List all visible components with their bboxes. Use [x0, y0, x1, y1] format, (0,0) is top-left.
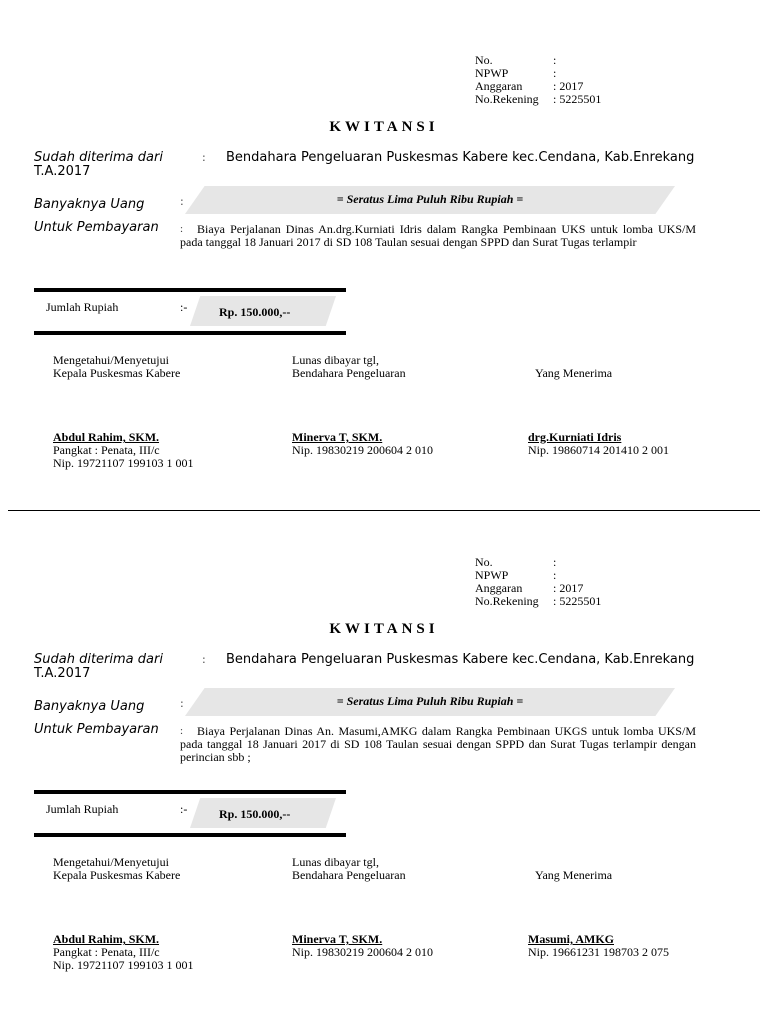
payment-colon: : — [180, 725, 184, 737]
receipt-meta — [475, 54, 601, 106]
total-top-rule — [34, 288, 346, 292]
anggaran-label: Anggaran — [475, 79, 523, 93]
rekening-label: No.Rekening — [475, 594, 539, 608]
no-value: : — [553, 53, 557, 67]
approver-signature — [53, 933, 194, 972]
npwp-label: NPWP — [475, 568, 509, 582]
received-from — [34, 151, 734, 179]
treasurer-line2: Bendahara Pengeluaran — [292, 366, 406, 380]
approver-line1: Mengetahui/Menyetujui — [53, 353, 169, 367]
npwp-value: : — [553, 568, 557, 582]
total-top-rule — [34, 790, 346, 794]
receipt-title: KWITANSI — [329, 119, 439, 135]
recipient-nip: Nip. 19860714 201410 2 001 — [528, 443, 669, 457]
amount-row — [34, 695, 184, 714]
rekening-label: No.Rekening — [475, 92, 539, 106]
received-label: Sudah diterima dari — [34, 150, 163, 165]
no-label: No. — [475, 53, 493, 67]
receipt-2 — [0, 502, 768, 992]
received-label: Sudah diterima dari — [34, 652, 163, 667]
received-colon: : — [202, 151, 206, 164]
total-colon: :- — [180, 300, 188, 314]
amount-row — [34, 193, 184, 212]
recipient-signature — [528, 431, 669, 457]
total-bottom-rule — [34, 331, 346, 335]
treasurer-name: Minerva T, SKM. — [292, 430, 383, 444]
rekening-value: : 5225501 — [553, 594, 602, 608]
treasurer-nip: Nip. 19830219 200604 2 010 — [292, 443, 433, 457]
treasurer-title — [292, 856, 406, 882]
recipient-line1: Yang Menerima — [535, 868, 613, 882]
anggaran-label: Anggaran — [475, 581, 523, 595]
approver-rank: Pangkat : Penata, III/c — [53, 945, 160, 959]
treasurer-line1: Lunas dibayar tgl, — [292, 855, 379, 869]
payment-description: Biaya Perjalanan Dinas An.drg.Kurniati Idris dalam Rangka Pembinaan UKS untuk lomba UKS/M pada tanggal 18 Januari 2017 di SD 108 Taulan sesuai dengan SPPD dan Surat Tugas terlampir — [180, 222, 696, 249]
receipt-meta — [475, 556, 601, 608]
approver-title — [53, 856, 180, 882]
approver-rank: Pangkat : Penata, III/c — [53, 443, 160, 457]
total-label: Jumlah Rupiah — [46, 802, 119, 816]
approver-nip: Nip. 19721107 199103 1 001 — [53, 456, 194, 470]
no-value: : — [553, 555, 557, 569]
approver-name: Abdul Rahim, SKM. — [53, 932, 160, 946]
treasurer-signature — [292, 431, 433, 457]
received-value: Bendahara Pengeluaran Puskesmas Kabere kec.Cendana, Kab.Enrekang T.A.2017 — [34, 150, 695, 179]
approver-nip: Nip. 19721107 199103 1 001 — [53, 958, 194, 972]
approver-signature — [53, 431, 194, 470]
received-from — [34, 653, 734, 681]
total-label: Jumlah Rupiah — [46, 300, 119, 314]
total-value: Rp. 150.000,-- — [219, 305, 291, 319]
treasurer-name: Minerva T, SKM. — [292, 932, 383, 946]
recipient-line1: Yang Menerima — [535, 366, 613, 380]
recipient-name: Masumi, AMKG — [528, 932, 614, 946]
recipient-title — [535, 869, 612, 882]
approver-line2: Kepala Puskesmas Kabere — [53, 868, 181, 882]
treasurer-signature — [292, 933, 433, 959]
recipient-nip: Nip. 19661231 198703 2 075 — [528, 945, 669, 959]
recipient-title — [535, 367, 612, 380]
anggaran-value: : 2017 — [553, 581, 584, 595]
amount-label: Banyaknya Uang — [34, 699, 145, 714]
total-value: Rp. 150.000,-- — [219, 807, 291, 821]
approver-name: Abdul Rahim, SKM. — [53, 430, 160, 444]
approver-title — [53, 354, 180, 380]
npwp-label: NPWP — [475, 66, 509, 80]
payment-description: Biaya Perjalanan Dinas An. Masumi,AMKG dalam Rangka Pembinaan UKGS untuk lomba UKS/M pada tanggal 18 Januari 2017 di SD 108 Taulan sesuai dengan SPPD dan Surat Tugas terlampir dengan perincian sbb ; — [180, 724, 696, 764]
recipient-signature — [528, 933, 669, 959]
amount-words: = Seratus Lima Puluh Ribu Rupiah = — [336, 192, 524, 206]
treasurer-line1: Lunas dibayar tgl, — [292, 353, 379, 367]
rekening-value: : 5225501 — [553, 92, 602, 106]
approver-line1: Mengetahui/Menyetujui — [53, 855, 169, 869]
payment-label: Untuk Pembayaran — [34, 220, 159, 235]
total-bottom-rule — [34, 833, 346, 837]
payment-label: Untuk Pembayaran — [34, 722, 159, 737]
npwp-value: : — [553, 66, 557, 80]
amount-words: = Seratus Lima Puluh Ribu Rupiah = — [336, 694, 524, 708]
received-colon: : — [202, 653, 206, 666]
receipt-title: KWITANSI — [329, 621, 439, 637]
no-label: No. — [475, 555, 493, 569]
treasurer-line2: Bendahara Pengeluaran — [292, 868, 406, 882]
treasurer-title — [292, 354, 406, 380]
amount-colon: : — [180, 195, 184, 208]
payment-colon: : — [180, 223, 184, 235]
receipt-1 — [0, 0, 768, 490]
recipient-name: drg.Kurniati Idris — [528, 430, 622, 444]
treasurer-nip: Nip. 19830219 200604 2 010 — [292, 945, 433, 959]
total-colon: :- — [180, 802, 188, 816]
received-value: Bendahara Pengeluaran Puskesmas Kabere kec.Cendana, Kab.Enrekang T.A.2017 — [34, 652, 695, 681]
amount-label: Banyaknya Uang — [34, 197, 145, 212]
approver-line2: Kepala Puskesmas Kabere — [53, 366, 181, 380]
anggaran-value: : 2017 — [553, 79, 584, 93]
amount-colon: : — [180, 697, 184, 710]
